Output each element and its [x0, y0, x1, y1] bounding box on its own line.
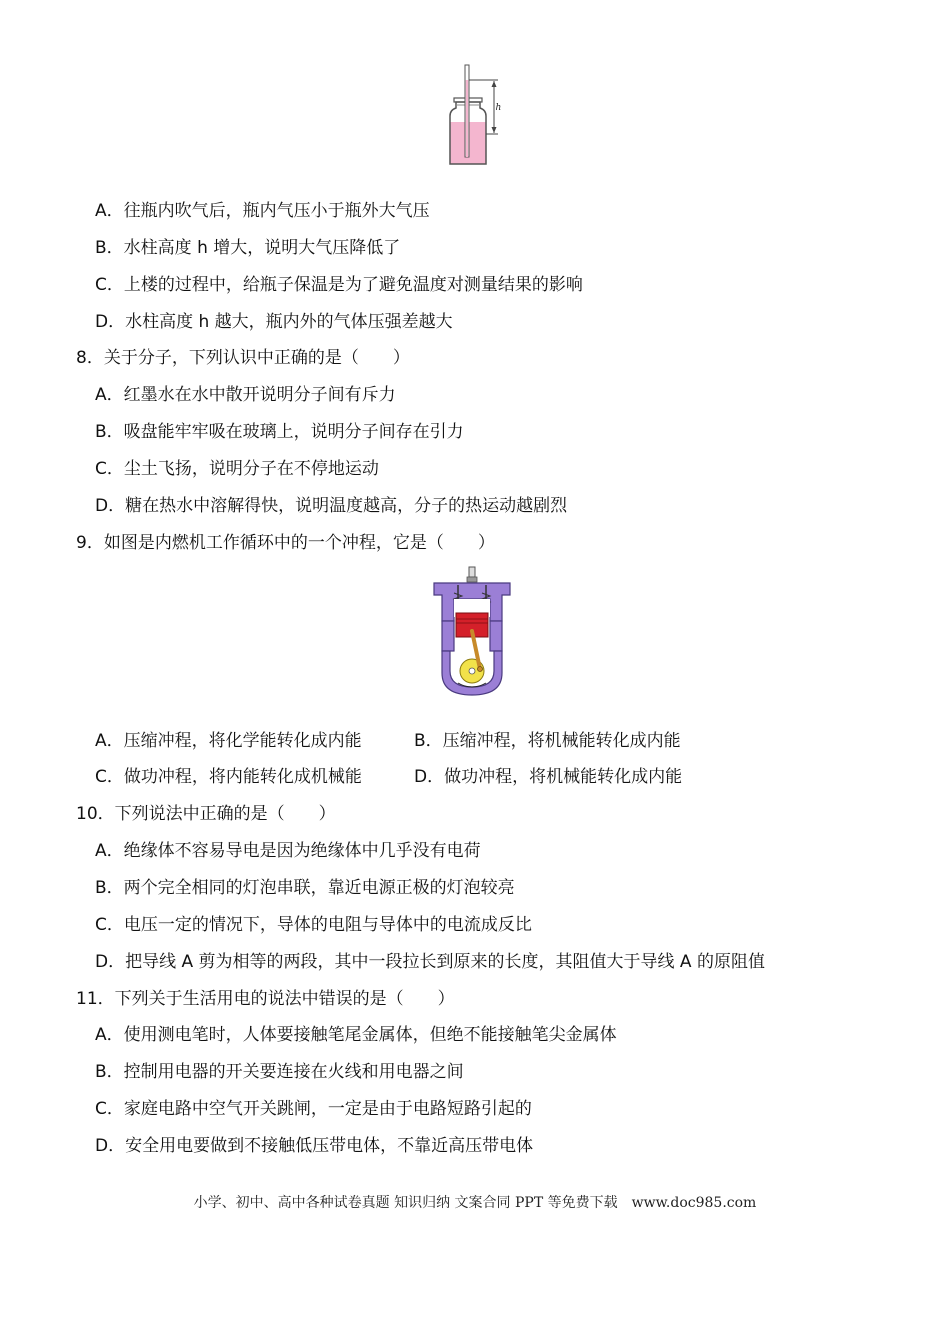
bottle-barometer-figure	[440, 60, 510, 170]
q10-option-a: A．绝缘体不容易导电是因为绝缘体中几乎没有电荷	[95, 841, 481, 861]
q11-option-a: A．使用测电笔时，人体要接触笔尾金属体，但绝不能接触笔尖金属体	[95, 1025, 617, 1045]
q10-option-b: B．两个完全相同的灯泡串联，靠近电源正极的灯泡较亮	[95, 878, 515, 898]
q7-option-a: A．往瓶内吹气后，瓶内气压小于瓶外大气压	[95, 201, 430, 221]
q10-option-c: C．电压一定的情况下，导体的电阻与导体中的电流成反比	[95, 915, 532, 935]
q11-option-b: B．控制用电器的开关要连接在火线和用电器之间	[95, 1062, 464, 1082]
q8-option-b: B．吸盘能牢牢吸在玻璃上，说明分子间存在引力	[95, 422, 464, 442]
q8-option-c: C．尘土飞扬，说明分子在不停地运动	[95, 459, 379, 479]
q8-option-a: A．红墨水在水中散开说明分子间有斥力	[95, 385, 396, 405]
q9-option-d: D．做功冲程，将机械能转化成内能	[414, 767, 683, 787]
q9-option-a: A．压缩冲程，将化学能转化成内能	[95, 731, 362, 751]
q11-option-d: D．安全用电要做到不接触低压带电体，不靠近高压带电体	[95, 1136, 534, 1156]
q7-option-b: B．水柱高度 h 增大，说明大气压降低了	[95, 238, 401, 258]
q9-stem: 9．如图是内燃机工作循环中的一个冲程，它是（ ）	[76, 533, 495, 553]
q7-option-c: C．上楼的过程中，给瓶子保温是为了避免温度对测量结果的影响	[95, 275, 583, 295]
q11-stem: 11．下列关于生活用电的说法中错误的是（ ）	[76, 989, 455, 1009]
page-footer: 小学、初中、高中各种试卷真题 知识归纳 文案合同 PPT 等免费下载 www.doc985.com	[193, 1195, 757, 1211]
q10-option-d: D．把导线 A 剪为相等的两段，其中一段拉长到原来的长度，其阻值大于导线 A 的原阻值	[95, 952, 765, 972]
q8-stem: 8．关于分子，下列认识中正确的是（ ）	[76, 348, 410, 368]
q7-option-d: D．水柱高度 h 越大，瓶内外的气体压强差越大	[95, 312, 453, 332]
q9-option-c: C．做功冲程，将内能转化成机械能	[95, 767, 362, 787]
figure-h-label: h	[495, 103, 502, 113]
engine-stroke-figure	[428, 565, 516, 700]
q10-stem: 10．下列说法中正确的是（ ）	[76, 804, 336, 824]
q9-option-b: B．压缩冲程，将机械能转化成内能	[414, 731, 681, 751]
q11-option-c: C．家庭电路中空气开关跳闸，一定是由于电路短路引起的	[95, 1099, 532, 1119]
q8-option-d: D．糖在热水中溶解得快，说明温度越高，分子的热运动越剧烈	[95, 496, 568, 516]
